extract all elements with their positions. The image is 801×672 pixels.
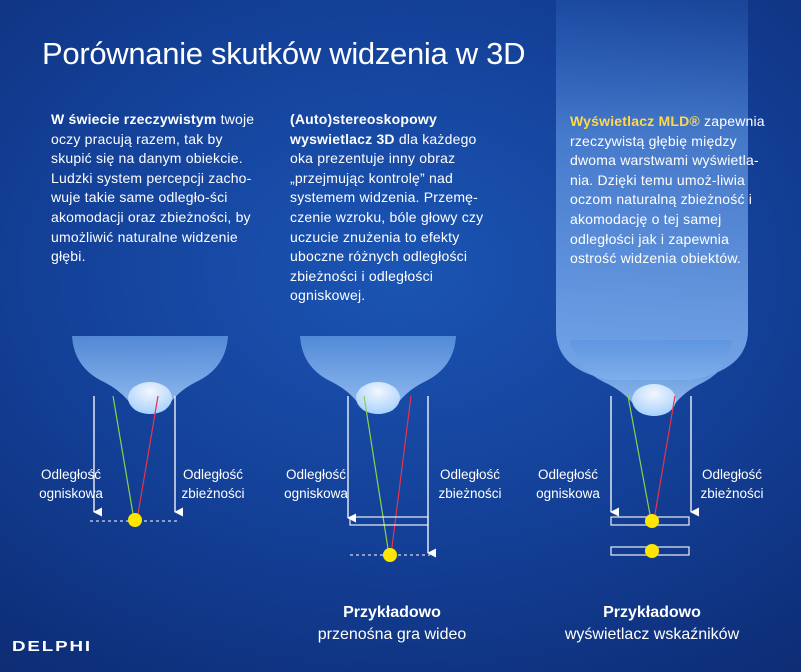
caption-2-text: przenośna gra wideo xyxy=(317,626,467,643)
diagram-1-lines xyxy=(90,396,180,527)
focal-label-line2: ogniskowa xyxy=(39,486,103,501)
conv-label-line2: zbieżności xyxy=(700,486,764,501)
conv-label-line1: Odległość xyxy=(439,467,501,482)
focus-point-3a xyxy=(645,514,659,528)
convergence-label-2 xyxy=(430,465,510,503)
eye-3 xyxy=(570,340,732,416)
conv-label-line2: zbieżności xyxy=(438,486,502,501)
eye-2 xyxy=(300,336,456,414)
diagram-2-lines xyxy=(348,396,430,562)
conv-label-line2: zbieżności xyxy=(181,486,245,501)
caption-3-text: wyświetlacz wskaźników xyxy=(564,626,740,643)
caption-3-bold: Przykładowo xyxy=(603,604,701,621)
screen-plane-2 xyxy=(350,517,428,525)
focus-point-3b xyxy=(645,544,659,558)
column-1-body: twoje oczy pracują razem, tak by skupić się na danym obiekcie. Ludzki system percepcji zacho-wuje takie same odległo-ści akomodacji oraz zbieżności, by umożliwić naturalne widzenie głębi. xyxy=(51,111,255,265)
convergence-label-1 xyxy=(173,465,253,503)
focal-label-line1: Odległość xyxy=(285,467,347,482)
focal-label-line1: Odległość xyxy=(40,467,102,482)
focal-label-line2: ogniskowa xyxy=(284,486,348,501)
column-3-text xyxy=(570,112,770,269)
focal-label-line1: Odległość xyxy=(537,467,599,482)
caption-3 xyxy=(532,604,772,644)
focus-point-2 xyxy=(383,548,397,562)
page-title: Porównanie skutków widzenia w 3D xyxy=(42,36,526,71)
convergence-label-3 xyxy=(690,465,774,503)
focal-distance-label-2 xyxy=(276,465,356,503)
focal-distance-label-1 xyxy=(26,465,116,503)
focal-label-line2: ogniskowa xyxy=(536,486,600,501)
column-2-body: dla każdego oka prezentuje inny obraz „przejmując kontrolę” nad systemem widzenia. Przemę-czenie wzroku, bóle głowy czy uczucie znużenia to efekty uboczne różnych odległości zbieżności i odległości ogniskowej. xyxy=(290,130,484,304)
caption-2-bold: Przykładowo xyxy=(343,604,441,621)
eye-1 xyxy=(72,336,228,414)
column-1-lead: W świecie rzeczywistym xyxy=(51,111,217,127)
column-2-text xyxy=(290,110,500,306)
column-3-body: zapewnia rzeczywistą głębię między dwoma warstwami wyświetla-nia. Dzięki temu umoż-liwia oczom naturalną zbieżność i akomodację o tej samej odległości jak i zapewnia ostrość widzenia obiektów. xyxy=(570,113,765,267)
conv-label-line1: Odległość xyxy=(701,467,763,482)
column-2-lead: (Auto)stereoskopowy wyswietlacz 3D xyxy=(290,111,437,147)
caption-2 xyxy=(272,604,512,644)
column-1-text xyxy=(51,110,256,267)
focal-distance-label-3 xyxy=(526,465,610,503)
delphi-logo: DELPHI xyxy=(12,638,93,655)
focus-point-1 xyxy=(128,513,142,527)
conv-label-line1: Odległość xyxy=(182,467,244,482)
diagram-3-lines xyxy=(611,396,691,558)
column-3-lead: Wyświetlacz MLD® xyxy=(570,113,700,129)
